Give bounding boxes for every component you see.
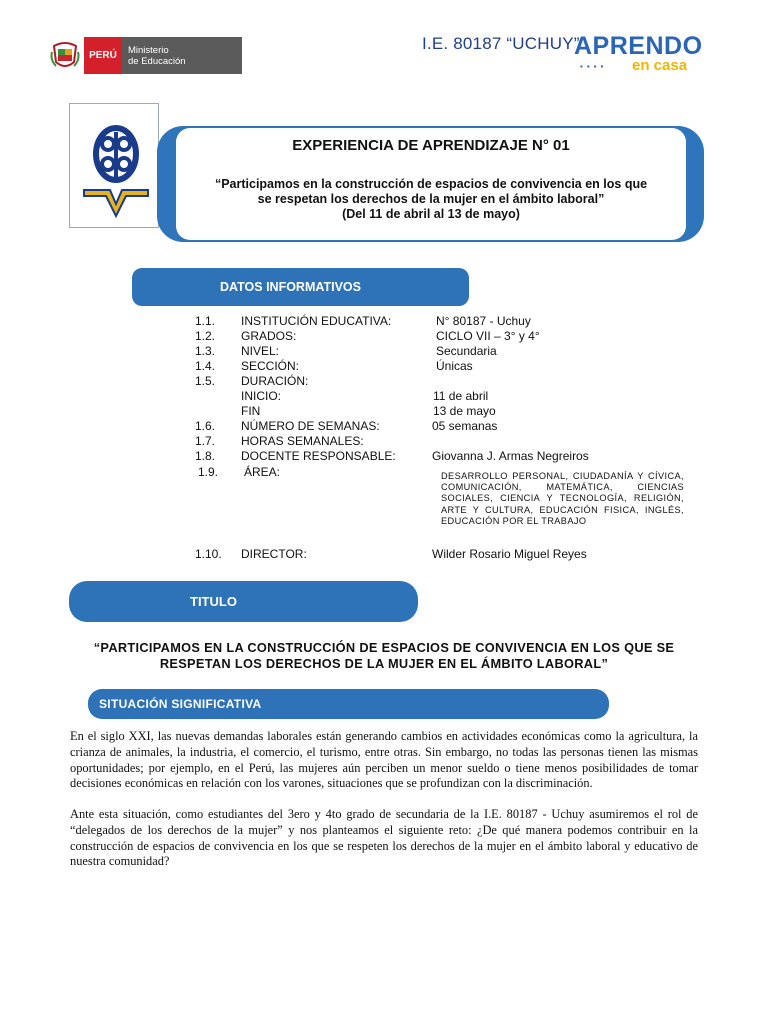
situacion-paragraph-1: En el siglo XXI, las nuevas demandas laborales están generando cambios en actividades económicas como la agricultura, la crianza de animales, la industria, el comercio, el turismo, entre otras. Sin embargo, no todas las personas tienen las mismas oportunidades; por ejemplo, en el Perú, las mujeres aún perciben un menor sueldo o tiene menos posibilidades de tomar decisiones económicas en relación con los varones, situaciones que se profundizan con la discriminación. bbox=[70, 729, 698, 791]
aprendo-word: APRENDO bbox=[574, 32, 703, 60]
row-label: DIRECTOR: bbox=[241, 547, 307, 561]
row-label: DURACIÓN: bbox=[241, 374, 309, 388]
ministry-label bbox=[122, 37, 242, 74]
row-label: NIVEL: bbox=[241, 344, 280, 358]
row-label: DOCENTE RESPONSABLE: bbox=[241, 449, 396, 463]
row-num: 1.1. bbox=[195, 314, 216, 328]
subtitle-line1: “Participamos en la construcción de espacios de convivencia en los que bbox=[214, 177, 648, 191]
row-label: HORAS SEMANALES: bbox=[241, 434, 364, 448]
experience-subtitle bbox=[176, 177, 686, 222]
ministry-logo bbox=[46, 37, 242, 74]
row-num: 1.5. bbox=[195, 374, 216, 388]
row-label: GRADOS: bbox=[241, 329, 297, 343]
experience-title: EXPERIENCIA DE APRENDIZAJE N° 01 bbox=[292, 137, 570, 154]
row-label: INSTITUCIÓN EDUCATIVA: bbox=[241, 314, 392, 328]
subtitle-line2: se respetan los derechos de la mujer en el ámbito laboral” bbox=[257, 192, 605, 206]
row-num: 1.10. bbox=[195, 547, 222, 561]
row-value: Giovanna J. Armas Negreiros bbox=[432, 449, 589, 463]
row-label: SECCIÓN: bbox=[241, 359, 300, 373]
row-label: INICIO: bbox=[241, 389, 282, 403]
school-emblem bbox=[69, 103, 159, 228]
row-num: 1.3. bbox=[195, 344, 216, 358]
ministry-line2: de Educación bbox=[128, 55, 186, 67]
peru-crest-icon bbox=[46, 37, 84, 74]
dots-icon: ▪▪▪▪ bbox=[580, 62, 608, 71]
row-num: 1.6. bbox=[195, 419, 216, 433]
main-title bbox=[70, 640, 698, 672]
situacion-heading: SITUACIÓN SIGNIFICATIVA bbox=[88, 689, 609, 719]
row-value: CICLO VII – 3° y 4° bbox=[436, 329, 540, 343]
row-num: 1.8. bbox=[195, 449, 216, 463]
main-title-line2: RESPETAN LOS DERECHOS DE LA MUJER EN EL ÁMBITO LABORAL” bbox=[159, 656, 609, 671]
situacion-paragraph-2: Ante esta situación, como estudiantes del 3ero y 4to grado de secundaria de la I.E. 80187 - Uchuy asumiremos el rol de “delegados de los derechos de la mujer” y nos planteamos el siguiente reto: ¿De qué manera podemos contribuir en la construcción de espacios de convivencia en los que se respeten los derechos de la mujer en el ámbito laboral y educativo de nuestra comunidad? bbox=[70, 807, 698, 869]
row-value: Secundaria bbox=[436, 344, 497, 358]
row-value: N° 80187 - Uchuy bbox=[436, 314, 531, 328]
school-name: I.E. 80187 “UCHUY” bbox=[422, 34, 580, 53]
datos-informativos-heading: DATOS INFORMATIVOS bbox=[132, 268, 469, 306]
main-title-line1: “PARTICIPAMOS EN LA CONSTRUCCIÓN DE ESPACIOS DE CONVIVENCIA EN LOS QUE SE bbox=[93, 640, 675, 655]
row-value: Wilder Rosario Miguel Reyes bbox=[432, 547, 587, 561]
area-value: DESARROLLO PERSONAL, CIUDADANÍA Y CÍVICA, COMUNICACIÓN, MATEMÁTICA, CIENCIAS SOCIALES, CIENCIA Y TECNOLOGÍA, RELIGIÓN, ARTE Y CULTURA, EDUCACIÓN FISICA, INGLÉS, EDUCACIÓN POR EL TRABAJO bbox=[441, 471, 684, 526]
row-value: 05 semanas bbox=[432, 419, 498, 433]
row-value: Únicas bbox=[436, 359, 473, 373]
school-emblem-icon bbox=[70, 104, 158, 227]
en-casa-word: en casa bbox=[632, 57, 688, 74]
row-value: 13 de mayo bbox=[433, 404, 496, 418]
row-num: 1.2. bbox=[195, 329, 216, 343]
row-label: NÚMERO DE SEMANAS: bbox=[241, 419, 380, 433]
row-num: 1.4. bbox=[195, 359, 216, 373]
titulo-heading: TITULO bbox=[69, 581, 418, 622]
row-num: 1.7. bbox=[195, 434, 216, 448]
subtitle-dates: (Del 11 de abril al 13 de mayo) bbox=[342, 207, 520, 221]
aprendo-en-casa-logo bbox=[574, 32, 720, 78]
peru-label: PERÚ bbox=[84, 37, 122, 74]
row-label: FIN bbox=[241, 404, 261, 418]
row-label: ÁREA: bbox=[244, 465, 281, 479]
row-num: 1.9. bbox=[198, 465, 219, 479]
ministry-line1: Ministerio bbox=[128, 44, 169, 56]
row-value: 11 de abril bbox=[433, 389, 489, 403]
